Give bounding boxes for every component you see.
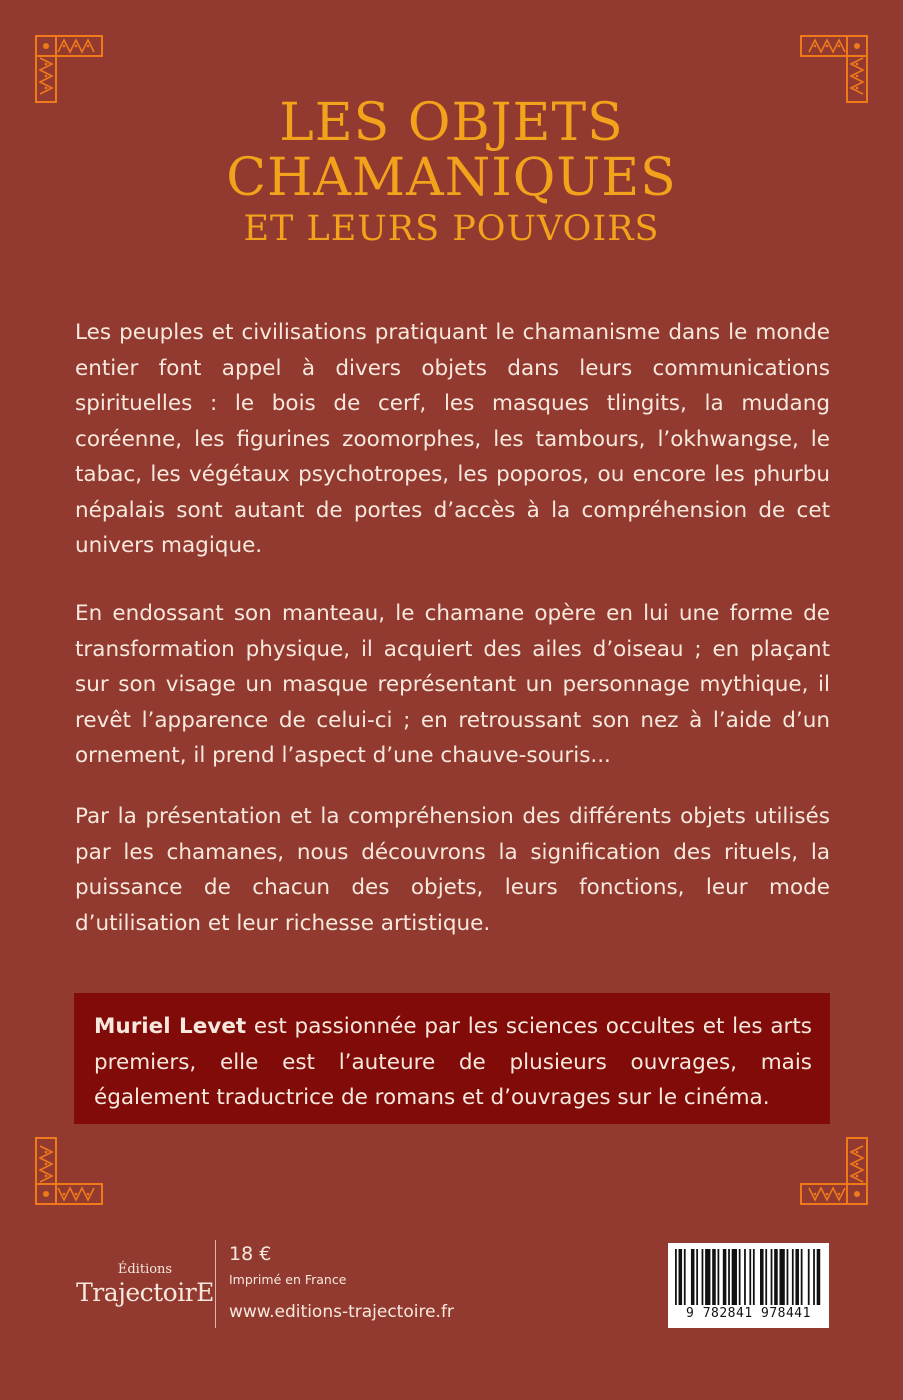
publisher-website[interactable]: www.editions-trajectoire.fr [229, 1302, 454, 1322]
paragraph-text: Les peuples et civilisations pratiquant le chamanisme dans le monde entier font appel à divers objets dans leurs communications spirituelles : le bois de cerf, les masques tlingits, la mudang coréenne, les figurines zoomorphes, les tambours, l’okhwangse, le tabac, les végétaux psychotropes, les poporos, ou encore les phurbu népalais sont autant de portes d’accès à la compréhension de cet univers magique. [75, 320, 830, 558]
barcode-bar [691, 1249, 695, 1305]
description-paragraph-1 [75, 315, 830, 564]
barcode-bar [702, 1249, 704, 1305]
barcode-bar [765, 1249, 767, 1305]
publisher-logo [76, 1262, 214, 1328]
barcode-bar [732, 1249, 737, 1305]
printed-in: Imprimé en France [229, 1272, 347, 1287]
publisher-name: TrajectoirE [76, 1278, 214, 1307]
title-line-1: LES OBJETS [279, 93, 624, 153]
divider [215, 1240, 216, 1328]
barcode-bar [795, 1249, 799, 1305]
barcode-bar [813, 1249, 815, 1305]
publisher-label: Éditions [117, 1262, 173, 1277]
barcode-bar [723, 1249, 727, 1305]
book-title [0, 93, 903, 250]
barcode-bar [771, 1249, 773, 1305]
barcode-bar [808, 1249, 810, 1305]
author-name: Muriel Levet [94, 1014, 247, 1039]
barcode-bar [712, 1249, 716, 1305]
barcode-bar [744, 1249, 746, 1305]
barcode-bar [739, 1249, 741, 1305]
barcode-bar [774, 1249, 778, 1305]
barcode-bar [679, 1249, 683, 1305]
paragraph-text: En endossant son manteau, le chamane opère en lui une forme de transformation physique, il acquiert des ailes d’oiseau ; en plaçant sur son visage un masque représentant un personnage mythique, il revêt l’apparence de celui-ci ; en retroussant son nez à l’aide d’un ornement, il prend l’aspect d’une chauve-souris... [75, 601, 830, 768]
corner-ornament-top-right [799, 34, 869, 104]
paragraph-text: Par la présentation et la compréhension des différents objets utilisés par les chamanes, nous découvrons la signification des rituels, la puissance de chacun des objets, leurs fonctions, leur mode d’utilisation et leur richesse artistique. [75, 804, 830, 936]
barcode-bar [718, 1249, 720, 1305]
title-line-2: CHAMANIQUES [226, 147, 677, 208]
price: 18 € [229, 1243, 272, 1265]
corner-ornament-top-left [34, 34, 104, 104]
barcode-bar [749, 1249, 751, 1305]
barcode-bar [675, 1249, 677, 1305]
corner-ornament-bottom-left [34, 1136, 104, 1206]
isbn-barcode [668, 1243, 829, 1328]
barcode-bar [787, 1249, 789, 1305]
barcode-bar [728, 1249, 730, 1305]
description-paragraph-3 [75, 799, 830, 941]
barcode-bar [779, 1249, 784, 1305]
barcode-bar [801, 1249, 803, 1305]
subtitle: ET LEURS POUVOIRS [243, 209, 660, 250]
barcode-bar [696, 1249, 698, 1305]
author-bio: est passionnée par les sciences occultes et les arts premiers, elle est l’auteure de plusieurs ouvrages, mais également traductrice de romans et d’ouvrages sur le cinéma. [94, 1014, 812, 1110]
barcode-bar [817, 1249, 821, 1305]
barcode-bar [705, 1249, 710, 1305]
barcode-bars [675, 1249, 822, 1305]
barcode-bar [684, 1249, 686, 1305]
barcode-bar [760, 1249, 764, 1305]
author-bio-box [74, 993, 830, 1124]
barcode-bar [792, 1249, 794, 1305]
description-paragraph-2 [75, 596, 830, 774]
isbn-number: 9 782841 978441 [686, 1306, 811, 1321]
corner-ornament-bottom-right [799, 1136, 869, 1206]
barcode-bar [753, 1249, 755, 1305]
